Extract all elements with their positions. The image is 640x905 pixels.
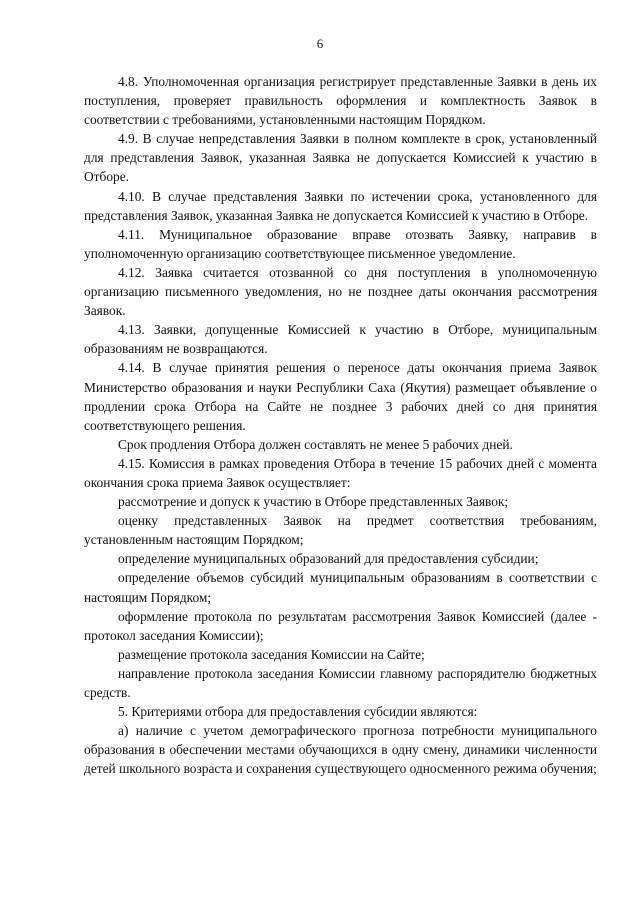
paragraph-5: 5. Критериями отбора для предоставления субсидии являются: <box>118 704 478 720</box>
paragraph-4-9: 4.9. В случае непредставления Заявки в полном комплекте в срок, установленный для представления Заявок, указанная Заявка не допускается Комиссией к участию в Отборе. <box>84 131 597 185</box>
list-item-protocol-delivery: направление протокола заседания Комиссии главному распорядителю бюджетных средств. <box>84 665 597 700</box>
list-item-protocol-publication: размещение протокола заседания Комиссии на Сайте; <box>118 646 425 662</box>
document-body <box>84 72 597 778</box>
paragraph-4-10: 4.10. В случае представления Заявки по истечении срока, установленного для представления Заявок, указанная Заявка не допускается Комиссией к участию в Отборе. <box>84 188 597 223</box>
paragraph-4-14: 4.14. В случае принятия решения о переносе даты окончания приема Заявок Министерство образования и науки Республики Саха (Якутия) размещает объявление о продлении срока Отбора на Сайте не позднее 3 рабочих дней со дня принятия соответствующего решения. <box>84 360 597 433</box>
list-item-protocol-drafting: оформление протокола по результатам рассмотрения Заявок Комиссией (далее - протокол заседания Комиссии); <box>84 608 597 643</box>
paragraph-5-a: а) наличие с учетом демографического прогноза потребности муниципального образования в обеспечении местами обучающихся в одну смену, динамики численности детей школьного возраста и сохранения существующего односменного режима обучения; <box>84 723 597 777</box>
paragraph-4-11: 4.11. Муниципальное образование вправе отозвать Заявку, направив в уполномоченную организацию соответствующее письменное уведомление. <box>84 226 597 261</box>
paragraph-extension-term: Срок продления Отбора должен составлять не менее 5 рабочих дней. <box>118 436 513 452</box>
list-item-municipality-selection: определение муниципальных образований для предоставления субсидии; <box>118 551 539 567</box>
paragraph-4-13: 4.13. Заявки, допущенные Комиссией к участию в Отборе, муниципальным образованиям не возвращаются. <box>84 322 597 357</box>
paragraph-4-8: 4.8. Уполномоченная организация регистрирует представленные Заявки в день их поступления, проверяет правильность оформления и комплектность Заявок в соответствии с требованиями, установленными настоящим Порядком. <box>84 74 597 128</box>
paragraph-4-15: 4.15. Комиссия в рамках проведения Отбора в течение 15 рабочих дней с момента окончания срока приема Заявок осуществляет: <box>84 455 597 490</box>
list-item-review-admission: рассмотрение и допуск к участию в Отборе представленных Заявок; <box>118 494 509 510</box>
list-item-subsidy-volumes: определение объемов субсидий муниципальным образованиям в соответствии с настоящим Порядком; <box>84 570 597 605</box>
list-item-evaluation: оценку представленных Заявок на предмет соответствия требованиям, установленным настоящим Порядком; <box>84 513 597 548</box>
paragraph-4-12: 4.12. Заявка считается отозванной со дня поступления в уполномоченную организацию письменного уведомления, но не позднее даты окончания рассмотрения Заявок. <box>84 264 597 319</box>
page-number: 6 <box>316 36 324 51</box>
